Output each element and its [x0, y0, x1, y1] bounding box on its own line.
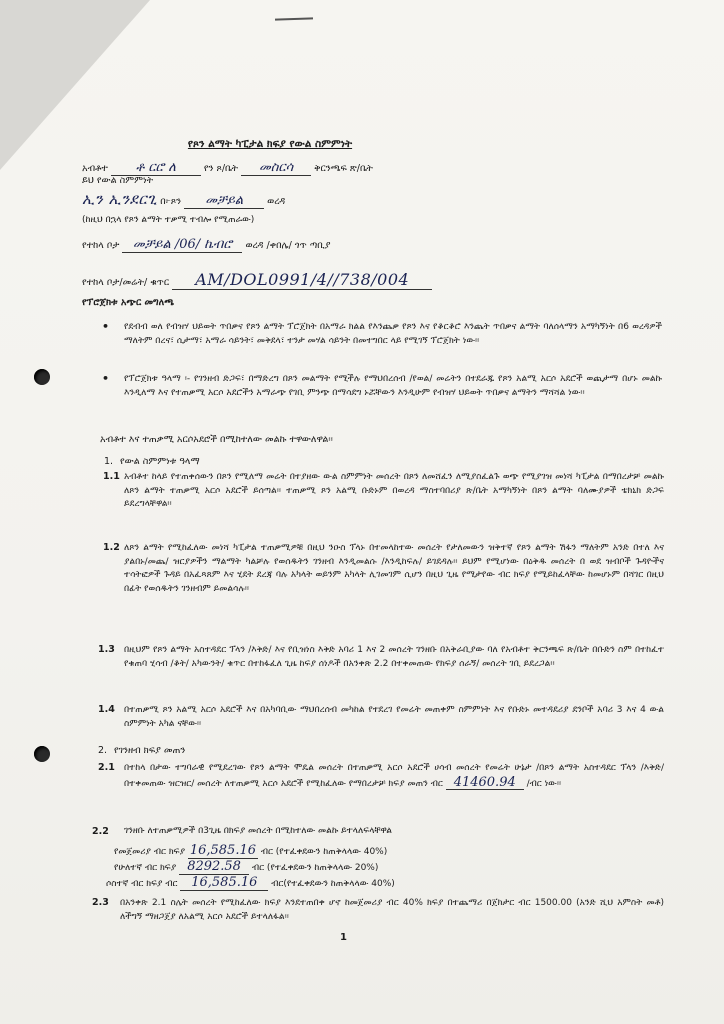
bullet-icon: • [102, 372, 110, 385]
document-title: የጾን ልማት ካፒታል ክፍያ የውል ስምምነት [187, 138, 353, 150]
payment-label: የመጀመሪያ ብር ክፍያ [114, 847, 186, 857]
section-number: 1. [104, 456, 114, 467]
clause-number: 1.3 [98, 644, 115, 655]
payment-label: የሁለተኛ ብር ክፍያ [114, 863, 177, 873]
payment-amount: 16,585.16 [180, 875, 268, 891]
provider-label: አብቶተ [82, 163, 108, 174]
payment-amount: 16,585.16 [189, 843, 257, 858]
payment-label: ሶስተኛ ብር ክፍያ ብር [106, 879, 178, 889]
payment-note: ብር (የተፈቀደውን ከጠቅላላው 40%) [260, 847, 388, 857]
date-label: የተከላ ቦታ [82, 240, 120, 251]
folded-corner [0, 0, 150, 170]
total-amount: 41460.94 [446, 776, 524, 791]
section-heading: የገንዘብ ክፍያ መጠን [114, 745, 186, 756]
receiver-name: ኢን ኢንደርጊ [82, 190, 158, 208]
clause-2-1-text: በተከላ በታው ተግባራዊ የሚደረገው የጾን ልማት ሞዴል መሰረት በተጠቃሚ አርሶ አደሮች ሀሳብ መሰረት የመሬት ሁኔታ /በጾን ልማት አስተዳደር ፕላን /እቅድ/ በተቀመጠው ዝርዝር/ መሰረት ለተጠቃሚ አርሶ አደሮች የሚከፈለው የማበረታቻ ክፍያ መጠን ብር [124, 763, 664, 789]
payments-intro: ገንዘቡ ለተጠቃሚዎች በ3ጊዜ በክፍያ መሰረት በሚከተለው መልኩ ይተላለፍላቸዋል [124, 826, 392, 836]
receiver-note: (ከዚህ በኋላ የጾን ልማት ተቃሚ ተብሎ የሚጠራው) [82, 215, 255, 225]
clause-2-1 [124, 762, 664, 791]
id-line [82, 270, 432, 290]
total-suffix: /ብር ነው፡፡ [526, 778, 562, 789]
id-label: የተከላ ቦታ/መሬት/ ቁጥር [82, 277, 170, 288]
purpose-label: የፕሮጀክቱ አጭር መግለጫ [82, 297, 175, 308]
project-value: መስርሳ [241, 160, 311, 176]
id-value: AM/DOL0991/4//738/004 [172, 270, 432, 290]
bullet-project: የደብብ ወለ የብዝሃ ህይወት ጥበቃና የጾን ልማት ፕሮጀክት በአማራ ክልል የእንጨቃ የጾን እና የቆርቆሮ እንጨት ጥበቃና ልማት ባለሰላማን አማካኝነት በ6 ወረዳዎች ማለትም በረና፣ ሲታማ፣ አማራ ሳይንት፣ መቅደላ፣ ተንታ መሃል ሳይንት በመተግበር ላይ የሚገኝ ፕሮጀክት ነው፡፡ [124, 322, 662, 346]
woreda-label: ወረዳ [267, 196, 286, 207]
payment-row-1 [114, 843, 387, 859]
punch-hole-top [34, 369, 50, 385]
payment-amount: 8292.58 [179, 859, 249, 875]
payment-note: ብር (የተፈቀደውን ከጠቅላላው 20%) [251, 863, 379, 873]
branch-label: ቅርንጫፍ ጽ/ቤት [314, 163, 373, 174]
agreement-intro: አብቶተ እና ተጠቃሚ አርሶአደሮች በሚከተለው መልኩ ተዋውለዋል፡፡ [100, 434, 333, 445]
payment-row-3 [106, 875, 395, 891]
pen-mark [275, 17, 313, 20]
clause-number: 1.4 [98, 704, 115, 715]
clause-number: 1.1 [103, 471, 120, 482]
clause-1-4: በተጠቃሚ ጾን አልሚ አርሶ አደሮች እና በአካባቢው ማህበረሰብ መካከል የተደረገ የመሬት መጠቀም ስምምነት እና የቡድኑ መተዳደሪያ ደንቦች አባሪ 3 እና 4 ውል ስምምነት አካል ናቸው፡፡ [124, 705, 664, 729]
bullet-objective: የፕሮጀክቱ ዓላማ ፡- የገንዘብ ድጋፍ፣ በማድረግ በጾን መልማት የሚችሉ የማህበረሰብ /የወል/ መሬትን በተደራጁ የጾን አልሚ አርሶ አደሮች ወጪታማ በሆኑ መልኩ እንዲለማ እና የተጠቃሚ አርሶ አደሮችን አማራጭ የገቢ ምንጭ በማሳደግ ኑሯቸውን እንዲሁም የብዝሃ ህይወት ጥበቃና ልማትን ማሻሻል ነው፡፡ [124, 374, 662, 398]
bullet-icon: • [102, 320, 110, 333]
woreda-value: መቻይል [184, 193, 264, 209]
place-suffix: ወረዳ /ቀበሌ/ ጎጥ ጣቢያ [245, 240, 331, 251]
project-label: የን ጾ/ቤት [203, 163, 239, 174]
clause-1-1: አብቶተ ከላይ የተጠቀሰውን በጾን የሚለማ መሬት በተያዘው ውል ስምምነት መሰረት በጾን ለመሸፈን ለሚያስፈልጉ ወጭ የሚያገዝ መነሻ ካፒታል በማበረታቻ መልኩ ለጾን ልማት ተጠቃሚ አርሶ አደሮች ይሰጣል፡፡ ተጠቃሚ ጾን አልሚ ቡድኑም በወረዳ ማስተባበሪያ ጽ/ቤት አማካኝነት በጾን ልማት ባለሙያዎች ቴክኒክ ድጋፍ ይደረግላቸዋል፡፡ [124, 472, 665, 510]
payment-note: ብር(የተፈቀደውን ከጠቅላላው 40%) [271, 879, 395, 889]
payment-row-2 [114, 859, 378, 875]
punch-hole-bottom [34, 746, 50, 762]
date-value: መቻይል /06/ ኬብሮ [122, 237, 242, 253]
clause-number: 2.2 [92, 826, 109, 837]
clause-number: 1.2 [103, 542, 120, 553]
clause-number: 2.1 [98, 762, 115, 773]
woreda-prefix: በ፦ጾን [160, 196, 182, 207]
clause-number: 2.3 [92, 897, 109, 908]
clause-1-3: በዚህም የጾን ልማት አስተዳደር ፕላን /እቅድ/ እና የቢዝነስ እቅድ አባሪ 1 እና 2 መሰረት ገንዘቡ በአቅራቢያው ባለ የአብቶተ ቅርንጫፍ ጽ/ቤት በቡድን ስም በተከፈተ የቁጠባ ሂሳብ /ቆት/ አካውንት/ ቁጥር በተከፋፈለ ጊዜ ከፍያ ሰነዶች በአንቀጽ 2.2 በተቀመጠው የክፍያ ሰራኝ/ መሰረት ገቢ ይደረጋል፡፡ [124, 645, 664, 669]
provider-line [82, 160, 373, 176]
section-number: 2. [98, 745, 108, 756]
section-heading: የውል ስምምነቱ ዓላማ [120, 456, 200, 467]
receiver-label: ይህ የውል ስምምነት [82, 175, 154, 186]
page-number: 1 [340, 932, 347, 943]
clause-1-2: ለጾን ልማት የሚከፈለው መነሻ ካፒታል ተጠቃሚዎቹ በዚህ ንዑስ ፕላኑ በተመላከተው መሰረት የታለመውን ዝቅተኛ የጾን ልማት ሽፋን ማለትም አንድ በተለ እና ያልበኑ/መጨ/ ዝርያዎችን ማልማት ካልቻሉ የወሰዱትን ገንዘብ እንዲመልሱ /እንዲከፍሉ/ ይገደዳሉ፡፡ ይህም የሚሆነው በዕቅዱ መሰረት በ ወደ ዝብቦች ጉዳዮችና ተሳትፎዎች ጉዳይ በአፈጻጸም እና ሂደት ደረጃ ባሉ አካላት ወይንም አካላት ሊገመገም ሲሆን በዚህ ጊዜ የሚታየው ብር ክፍያ የሚይከፈላቸው ከመሆኑም በሻገር በዚህ በፊት የወሰዱትን ገንዘብም ይመልሳሉ፡፡ [124, 543, 664, 594]
receiver-line [82, 190, 285, 209]
date-line [82, 237, 331, 253]
provider-value: ቶ ርሮ ለ [111, 160, 201, 176]
clause-2-3: በአንቀጽ 2.1 ስሌት መሰረት የሚከፈለው ክፍያ እንደተጠበቀ ሆኖ ከመጀመሪያ ብር 40% ክፍያ በተጨማሪ በጀክታር ብር 1500.00 (አንድ ሺህ አምስት መቶ) ለችግኝ ማዘጋጀያ ለአልሚ አርሶ አደሮች ይተላለፋል፡፡ [120, 898, 664, 922]
